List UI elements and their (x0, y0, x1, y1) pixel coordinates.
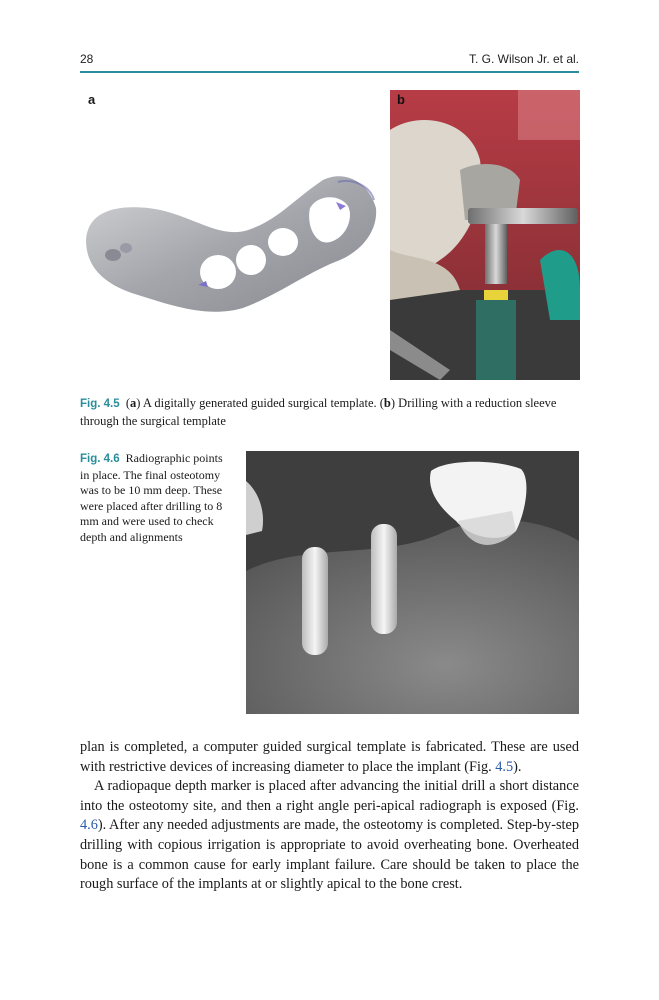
running-head-authors: T. G. Wilson Jr. et al. (468, 52, 579, 66)
panel-label-a: a (88, 92, 96, 107)
figure-4-5a-surgical-template-image (78, 90, 378, 380)
running-header (80, 50, 579, 68)
figure-4-5-caption: Fig. 4.5 (a) A digitally generated guided surgical template. (b) Drilling with a reduction sleeve through the surgical template (80, 396, 557, 428)
paragraph-1: plan is completed, a computer guided surgical template is fabricated. These are used with restrictive devices of increasing diameter to place the implant (Fig. 4.5). (80, 739, 579, 775)
figure-4-6-caption (80, 451, 230, 546)
figure-4-6-radiograph-image (246, 451, 579, 714)
figure-4-5-label: Fig. 4.5 (80, 398, 120, 410)
figure-ref-4-6[interactable]: 4.6 (80, 817, 98, 834)
paragraph-2: A radiopaque depth marker is placed after advancing the initial drill a short distance into the osteotomy site, and then a right angle peri-apical radiograph is exposed (Fig. 4.6). After any needed adjustments are made, the osteotomy is completed. Step-by-step drilling with copious irrigation is appropriate to avoid overheating bone. Overheated bone is a common cause for early implant failure. Care should be taken to place the rough surface of the implants at or slightly apical to the bone crest. (80, 778, 579, 893)
figure-4-6-label: Fig. 4.6 (80, 453, 120, 465)
figure-ref-4-5[interactable]: 4.5 (495, 758, 514, 775)
page-number: 28 (80, 52, 94, 66)
panel-label-b: b (397, 92, 405, 107)
body-text (80, 738, 579, 895)
figure-4-5b-drilling-photo (390, 90, 580, 380)
header-rule (80, 71, 579, 73)
figure-4-6-caption-text: Radiographic points in place. The final osteotomy was to be 10 mm deep. These were placed after drilling to 8 mm and were used to check depth and alignments (80, 451, 223, 544)
